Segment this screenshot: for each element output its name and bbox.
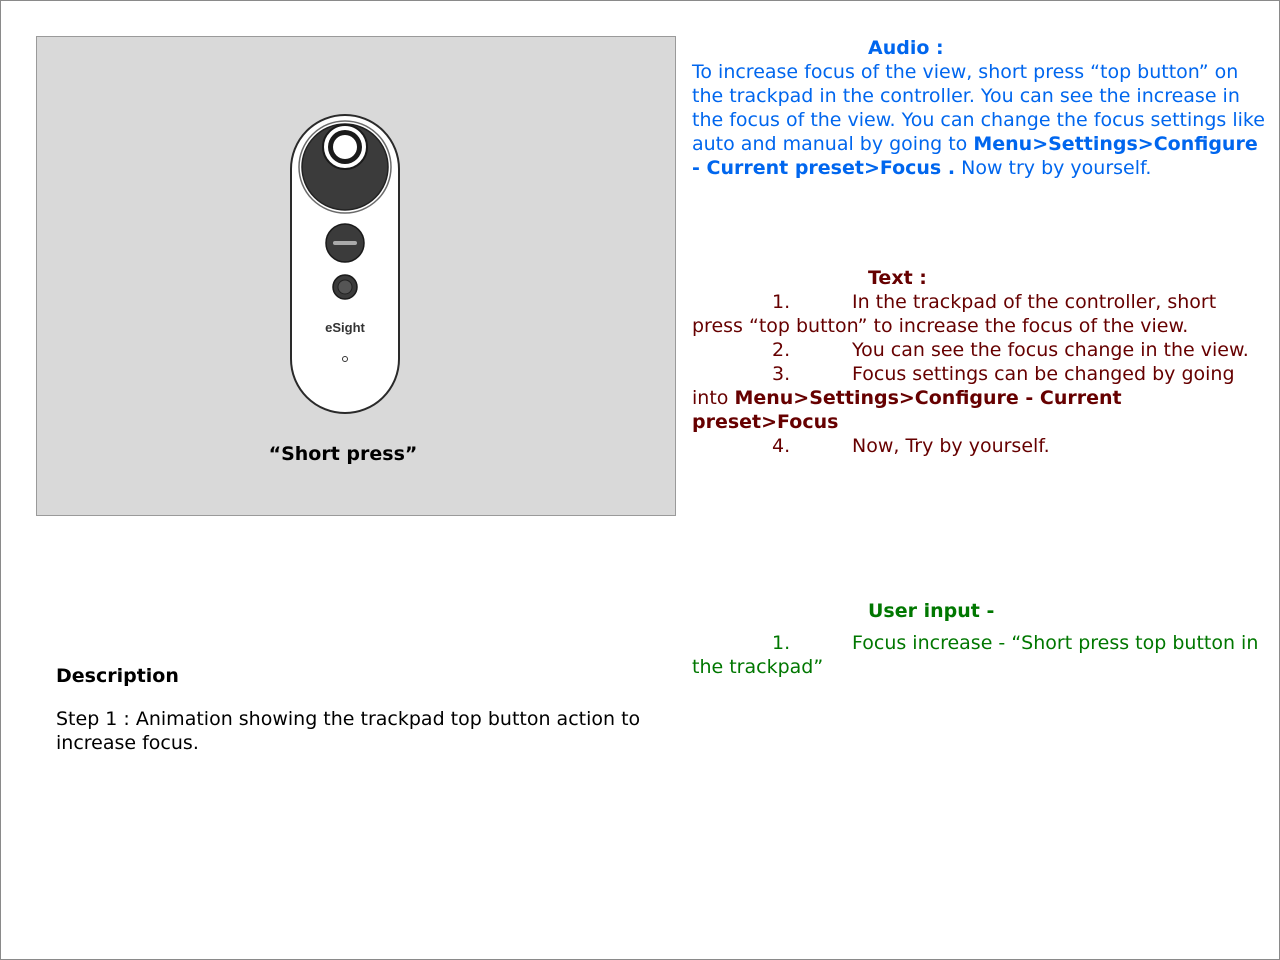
text-item <box>692 434 1272 458</box>
status-led-icon <box>343 357 348 362</box>
text-item <box>692 338 1272 362</box>
audio-body <box>692 60 1272 180</box>
text-item-number: 4. <box>772 435 791 457</box>
user-input-item-number: 1. <box>772 632 791 654</box>
audio-tail: Now try by yourself. <box>955 157 1152 179</box>
text-item-text: Now, Try by yourself. <box>852 435 1050 457</box>
text-item <box>692 290 1272 338</box>
audio-title: Audio : <box>868 37 944 59</box>
text-item-text: In the trackpad of the controller, short press “top button” to increase the focus of the view. <box>692 291 1217 337</box>
text-title: Text : <box>868 267 927 289</box>
text-item-number: 3. <box>772 363 791 385</box>
user-input-item-text: Focus increase - “Short press top button in the trackpad” <box>692 632 1259 678</box>
brand-logo: eSight <box>325 320 365 335</box>
description-heading: Description <box>56 665 179 687</box>
description-block <box>56 664 678 755</box>
user-input-item <box>692 631 1272 679</box>
user-input-section <box>692 599 1272 679</box>
text-item-text: Focus settings can be changed by going into <box>692 363 1235 409</box>
text-item <box>692 362 1272 434</box>
audio-section <box>692 36 1272 180</box>
user-input-list <box>692 631 1272 679</box>
text-item-number: 1. <box>772 291 791 313</box>
text-menu-path: Menu>Settings>Configure - Current preset>Focus <box>692 387 1122 433</box>
audio-menu-path: Menu>Settings>Configure - Current preset>Focus . <box>692 133 1258 179</box>
illustration-panel <box>36 36 676 516</box>
text-item-text: You can see the focus change in the view. <box>852 339 1249 361</box>
audio-lead: To increase focus of the view, short press “top button” on the trackpad in the controller. You can see the increase in the focus of the view. You can change the focus settings like auto and manual by going to <box>692 61 1265 155</box>
controller-illustration <box>287 113 403 417</box>
description-body: Step 1 : Animation showing the trackpad top button action to increase focus. <box>56 708 641 754</box>
user-input-title: User input - <box>868 600 995 622</box>
illustration-caption: “Short press” <box>268 443 418 465</box>
text-section <box>692 266 1272 458</box>
text-item-number: 2. <box>772 339 791 361</box>
